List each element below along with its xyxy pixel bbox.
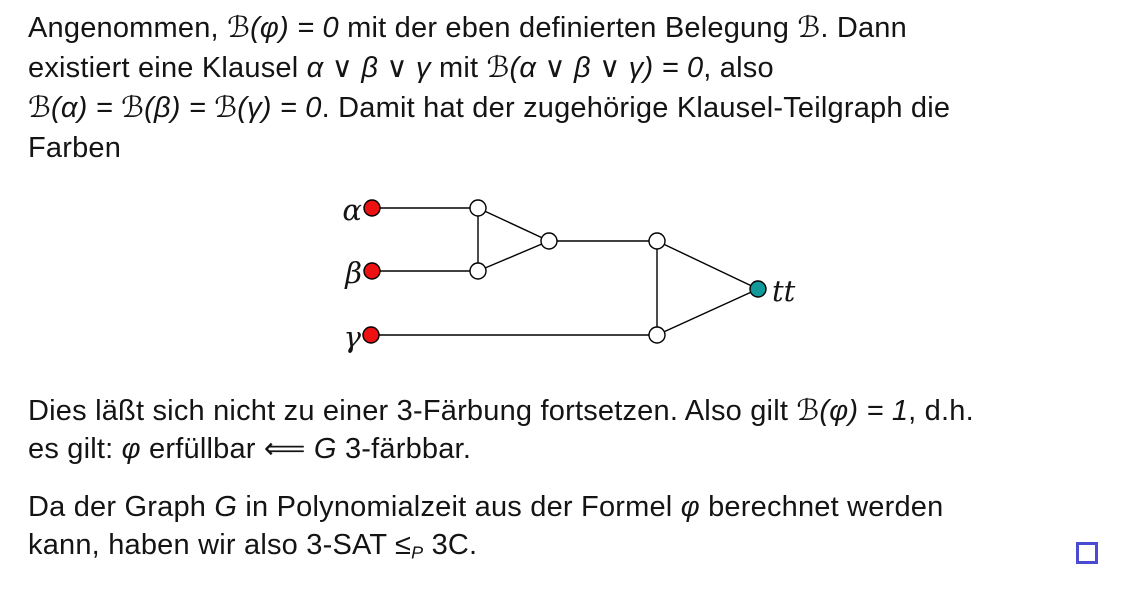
text-segment: , also bbox=[703, 52, 774, 84]
text-segment: Dies läßt sich nicht zu einer 3-Färbung fortsetzen. Also gilt bbox=[28, 395, 797, 427]
node-gamma bbox=[363, 327, 379, 343]
text-segment: in Polynomialzeit aus der Formel bbox=[237, 491, 681, 523]
text-segment: , d.h. bbox=[908, 395, 974, 427]
text-line bbox=[28, 488, 943, 526]
text-line bbox=[28, 8, 950, 48]
text-segment: kann, haben wir also 3-SAT ≤ bbox=[28, 529, 412, 561]
edge-or2-top-tt bbox=[657, 241, 758, 289]
text-segment: ℬ(α ∨ β ∨ γ) = 0 bbox=[486, 52, 704, 84]
text-segment: P bbox=[411, 542, 424, 563]
text-segment: es gilt: bbox=[28, 433, 122, 465]
text-segment: G bbox=[313, 433, 337, 465]
paragraph-assumption bbox=[28, 8, 950, 168]
node-or1-bottom bbox=[470, 263, 486, 279]
text-line bbox=[28, 48, 950, 88]
clause-subgraph-diagram bbox=[330, 185, 830, 360]
text-segment: mit bbox=[430, 52, 487, 84]
text-segment: α ∨ β ∨ γ bbox=[306, 52, 431, 84]
text-segment: mit der eben definierten Belegung bbox=[338, 12, 798, 44]
paragraph-reduction bbox=[28, 488, 943, 571]
text-line bbox=[28, 392, 974, 430]
text-segment: ℬ(φ) = 0 bbox=[227, 12, 339, 44]
text-line bbox=[28, 88, 950, 128]
text-segment: Angenommen, bbox=[28, 12, 228, 44]
text-segment: ℬ bbox=[797, 12, 821, 44]
text-segment: Da der Graph bbox=[28, 491, 215, 523]
qed-box bbox=[1076, 542, 1098, 564]
text-segment: Farben bbox=[28, 132, 122, 164]
text-segment: . Damit hat der zugehörige Klausel-Teilgraph die bbox=[321, 92, 951, 124]
text-segment: ℬ(α) = ℬ(β) = ℬ(γ) = 0 bbox=[28, 92, 322, 124]
text-segment: 3-färbbar. bbox=[336, 433, 472, 465]
label-beta: β bbox=[345, 256, 362, 290]
text-segment: G bbox=[214, 491, 238, 523]
edge-or2-bottom-tt bbox=[657, 289, 758, 335]
text-segment: φ bbox=[121, 433, 141, 465]
text-segment: erfüllbar ⟸ bbox=[140, 433, 314, 465]
text-segment: berechnet werden bbox=[699, 491, 944, 523]
text-line bbox=[28, 128, 950, 168]
label-alpha: α bbox=[342, 193, 362, 227]
label-tt: tt bbox=[772, 274, 796, 308]
paragraph-conclusion bbox=[28, 392, 974, 468]
text-segment: existiert eine Klausel bbox=[28, 52, 307, 84]
node-alpha bbox=[364, 200, 380, 216]
node-beta bbox=[364, 263, 380, 279]
node-or2-top bbox=[649, 233, 665, 249]
node-tt bbox=[750, 281, 766, 297]
node-or1-out bbox=[541, 233, 557, 249]
text-line bbox=[28, 526, 943, 571]
text-segment: . Dann bbox=[820, 12, 907, 44]
text-segment: φ bbox=[680, 491, 700, 523]
label-gamma: γ bbox=[343, 320, 361, 354]
node-or2-bottom bbox=[649, 327, 665, 343]
text-line bbox=[28, 430, 974, 468]
edge-or1-top-or1-out bbox=[478, 208, 549, 241]
node-or1-top bbox=[470, 200, 486, 216]
text-segment: ℬ(φ) = 1 bbox=[796, 395, 909, 427]
text-segment: 3C. bbox=[423, 529, 478, 561]
edge-or1-bottom-or1-out bbox=[478, 241, 549, 271]
